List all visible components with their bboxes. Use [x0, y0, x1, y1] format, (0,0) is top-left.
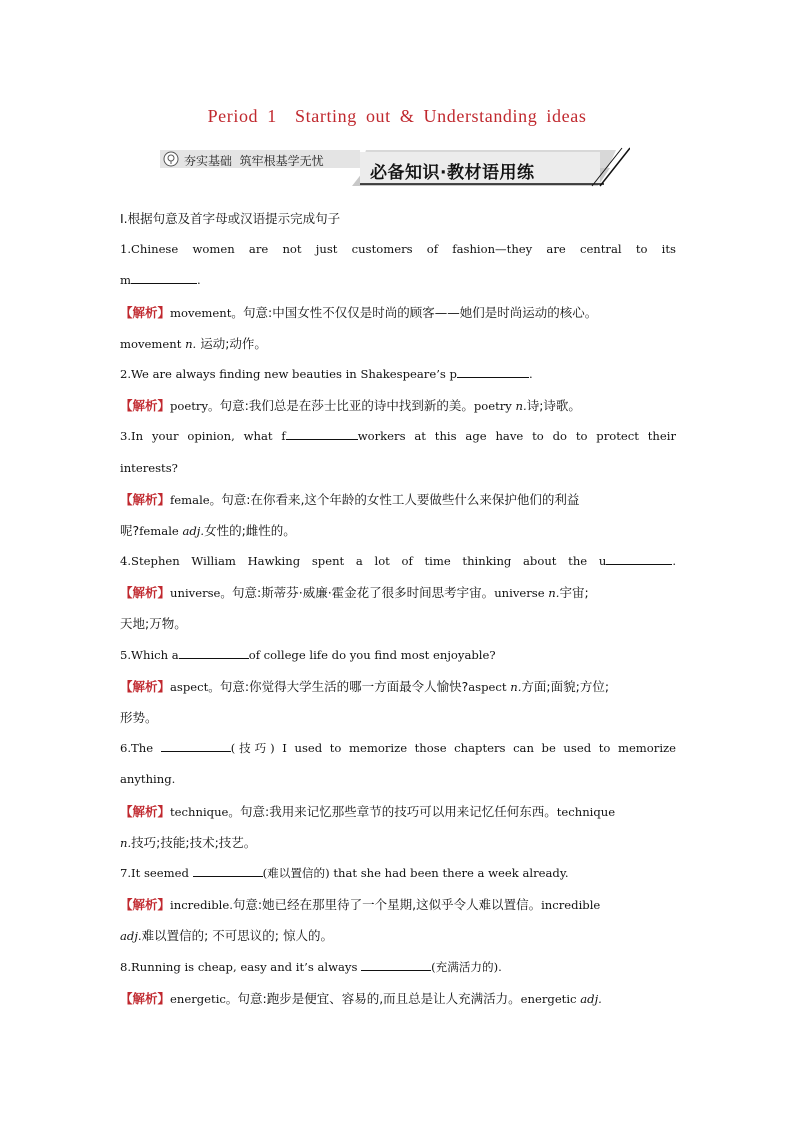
analysis-tag: 【解析】 [120, 491, 171, 507]
section-banner [160, 146, 630, 188]
page-title: Period 1 Starting out & Understanding ideas [207, 106, 587, 126]
question-7: 7.It seemed (难以置信的) that she had been there a week already. [120, 865, 569, 880]
answer-3-line-2: 呢?female adj.女性的;雌性的。 [120, 522, 296, 538]
question-6-line-2: anything. [120, 772, 176, 787]
question-5: 5.Which a of college life do you find most enjoyable? [120, 647, 496, 662]
analysis-tag: 【解析】 [120, 678, 171, 694]
answer-4-line-1: 【解析】universe。句意:斯蒂芬·威廉·霍金花了很多时间思考宇宙。universe n.宇宙; [120, 585, 589, 601]
answer-blank [131, 272, 197, 284]
analysis-tag: 【解析】 [120, 897, 171, 913]
banner-right-text: 必备知识·教材语用练 [370, 163, 535, 183]
answer-blank [286, 428, 358, 440]
answer-1-line-2: movement n. 运动;动作。 [120, 335, 267, 351]
question-4: 4.Stephen William Hawking spent a lot of time thinking about the u . [120, 554, 676, 569]
answer-blank [193, 865, 263, 877]
answer-8: 【解析】energetic。句意:跑步是便宜、容易的,而且总是让人充满活力。energetic adj. [120, 990, 602, 1006]
section-heading: Ⅰ.根据句意及首字母或汉语提示完成句子 [120, 211, 341, 226]
question-6-line-1: 6.The (技巧) I used to memorize those chapters can be used to memorize [120, 741, 676, 756]
answer-5-line-1: 【解析】aspect。句意:你觉得大学生活的哪一方面最令人愉快?aspect n.方面;面貌;方位; [120, 678, 610, 694]
answer-blank [161, 740, 231, 752]
question-3-line-2: interests? [120, 460, 178, 475]
answer-7-line-1: 【解析】incredible.句意:她已经在那里待了一个星期,这似乎令人难以置信。incredible [120, 897, 601, 913]
analysis-tag: 【解析】 [120, 585, 171, 601]
answer-1-line-1: 【解析】movement。句意:中国女性不仅仅是时尚的顾客——她们是时尚运动的核心。 [120, 304, 598, 320]
answer-blank [457, 366, 529, 378]
analysis-tag: 【解析】 [120, 398, 171, 414]
question-1-line-2: m . [120, 273, 201, 288]
question-1-line-1: 1.Chinese women are not just customers of fashion—they are central to its [120, 242, 676, 257]
question-8: 8.Running is cheap, easy and it’s always (充满活力的). [120, 959, 502, 974]
answer-6-line-1: 【解析】technique。句意:我用来记忆那些章节的技巧可以用来记忆任何东西。technique [120, 803, 616, 819]
question-3-line-1: 3.In your opinion, what f workers at this age have to do to protect their [120, 429, 676, 444]
answer-3-line-1: 【解析】female。句意:在你看来,这个年龄的女性工人要做些什么来保护他们的利益 [120, 491, 580, 507]
answer-7-line-2: adj.难以置信的; 不可思议的; 惊人的。 [120, 928, 333, 944]
answer-2: 【解析】poetry。句意:我们总是在莎士比亚的诗中找到新的美。poetry n.诗;诗歌。 [120, 398, 581, 414]
answer-5-line-2: 形势。 [120, 710, 158, 725]
answer-blank [179, 647, 249, 659]
banner-left-text: 夯实基础 筑牢根基学无忧 [184, 154, 324, 168]
answer-blank [361, 959, 431, 971]
question-2: 2.We are always finding new beauties in Shakespeare’s p . [120, 366, 533, 381]
answer-4-line-2: 天地;万物。 [120, 616, 187, 632]
answer-blank [606, 553, 672, 565]
exercise-content [120, 203, 676, 1014]
answer-6-line-2: n.技巧;技能;技术;技艺。 [120, 834, 257, 850]
analysis-tag: 【解析】 [120, 304, 171, 320]
analysis-tag: 【解析】 [120, 803, 171, 819]
analysis-tag: 【解析】 [120, 990, 171, 1006]
